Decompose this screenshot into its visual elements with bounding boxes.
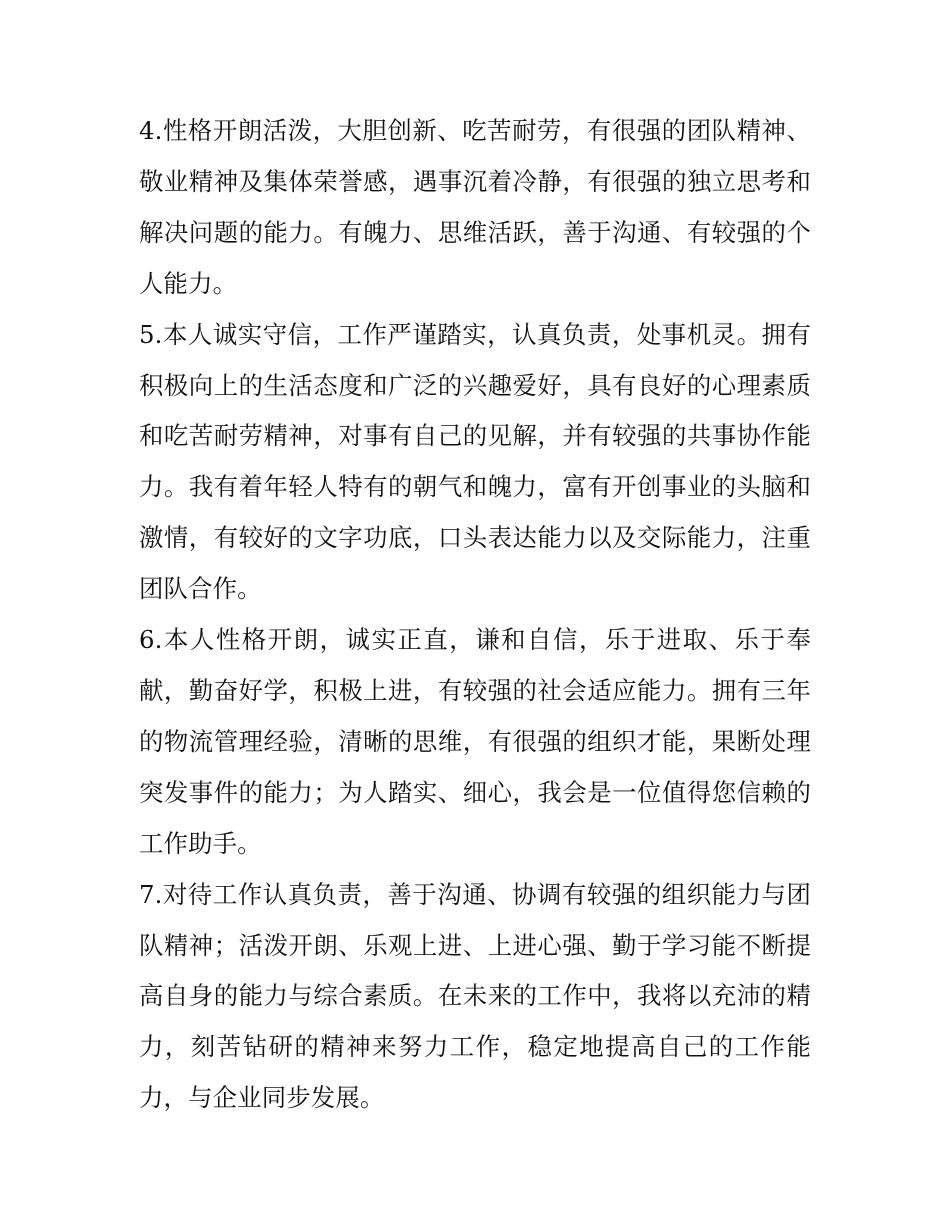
document-body <box>139 106 811 1124</box>
paragraph-5: 5.本人诚实守信，工作严谨踏实，认真负责，处事机灵。拥有积极向上的生活态度和广泛的兴趣爱好，具有良好的心理素质和吃苦耐劳精神，对事有自己的见解，并有较强的共事协作能力。我有着年轻人特有的朝气和魄力，富有开创事业的头脑和激情，有较好的文字功底，口头表达能力以及交际能力，注重团队合作。 <box>139 319 811 604</box>
paragraph-4: 4.性格开朗活泼，大胆创新、吃苦耐劳，有很强的团队精神、敬业精神及集体荣誉感，遇事沉着冷静，有很强的独立思考和解决问题的能力。有魄力、思维活跃，善于沟通、有较强的个人能力。 <box>139 116 811 298</box>
paragraph-6: 6.本人性格开朗，诚实正直，谦和自信，乐于进取、乐于奉献，勤奋好学，积极上进，有较强的社会适应能力。拥有三年的物流管理经验，清晰的思维，有很强的组织才能，果断处理突发事件的能力；为人踏实、细心，我会是一位值得您信赖的工作助手。 <box>139 625 811 858</box>
paragraph-7: 7.对待工作认真负责，善于沟通、协调有较强的组织能力与团队精神；活泼开朗、乐观上进、上进心强、勤于学习能不断提高自身的能力与综合素质。在未来的工作中，我将以充沛的精力，刻苦钻研的精神来努力工作，稳定地提高自己的工作能力，与企业同步发展。 <box>139 879 811 1113</box>
